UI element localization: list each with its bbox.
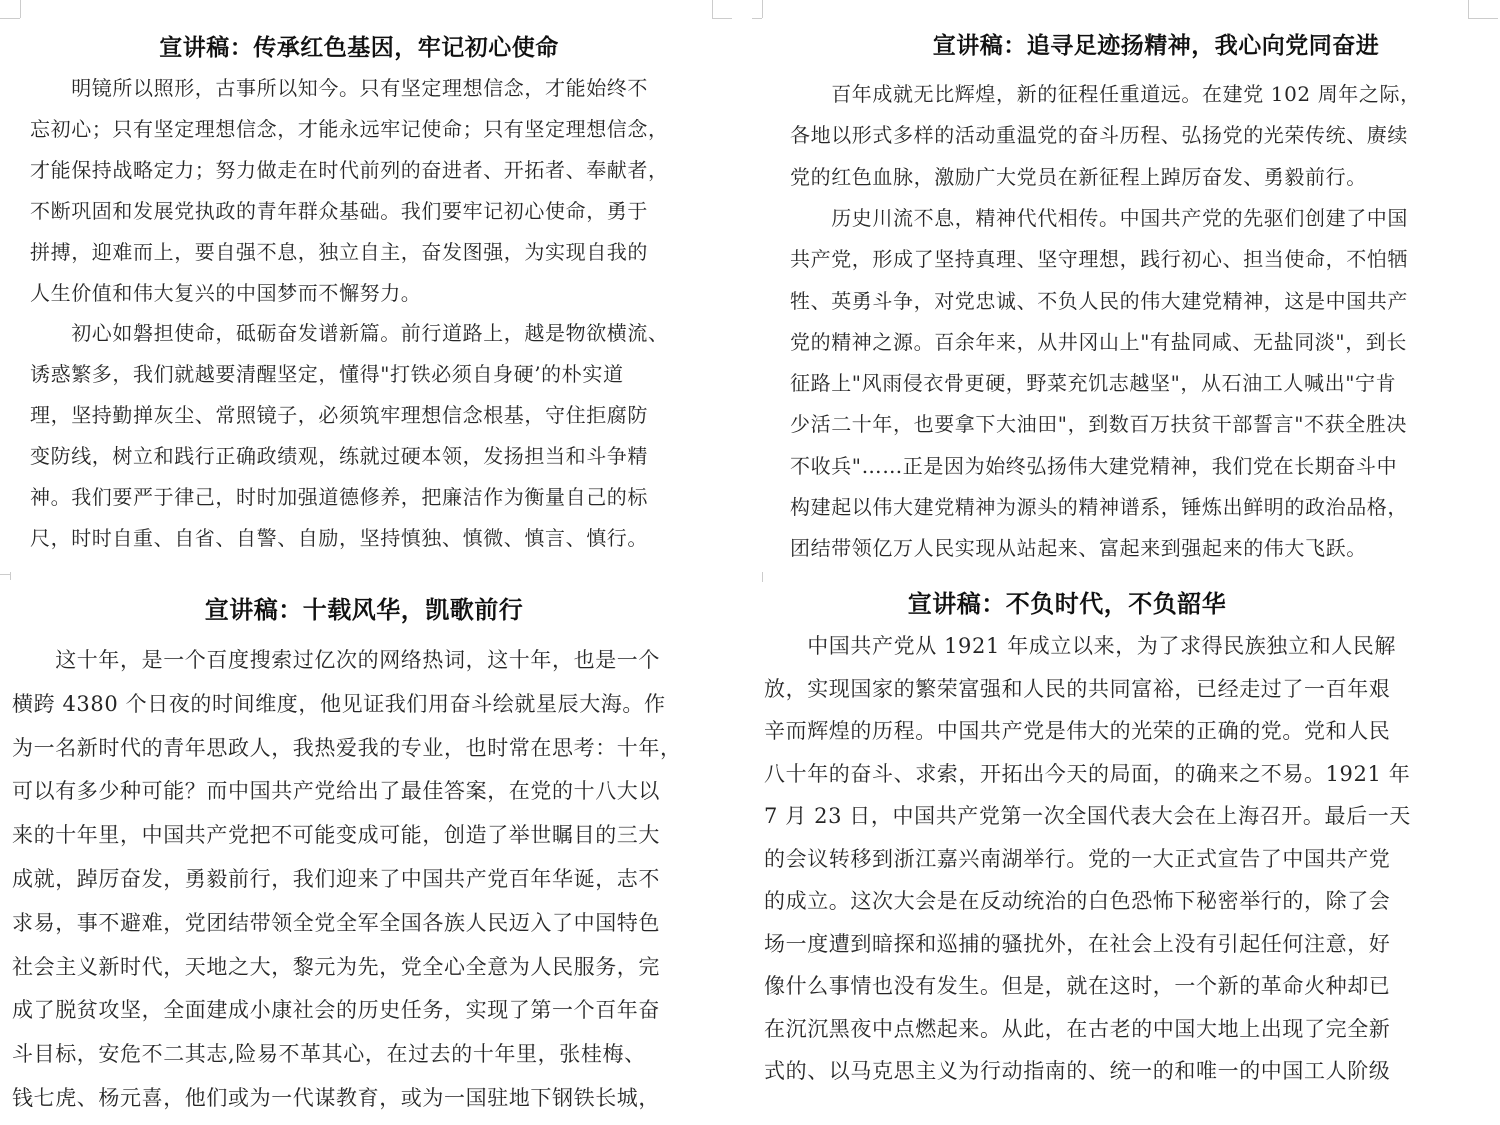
body-text-line: 历史川流不息，精神代代相传。中国共产党的先驱们创建了中国: [790, 205, 1408, 230]
body-text-line: 在沉沉黑夜中点燃起来。从此，在古老的中国大地上出现了完全新: [764, 1016, 1391, 1041]
body-text-line: 式的、以马克思主义为行动指南的、统一的和唯一的中国工人阶级: [764, 1059, 1391, 1083]
body-text-line: 不断巩固和发展党执政的青年群众基础。我们要牢记初心使命，勇于: [30, 198, 648, 223]
body-text-line: 场一度遭到暗探和巡捕的骚扰外，在社会上没有引起任何注意，好: [764, 931, 1391, 956]
body-text-line: 征路上"风雨侵衣骨更硬，野菜充饥志越坚"，从石油工人喊出"宁肯: [790, 371, 1397, 396]
body-text-line: 拼搏，迎难而上，要自强不息，独立自主，奋发图强，为实现自我的: [30, 239, 648, 264]
body-text-line: 成就，踔厉奋发，勇毅前行，我们迎来了中国共产党百年华诞，志不: [12, 867, 660, 891]
body-text-line: 神。我们要严于律己，时时加强道德修养，把廉洁作为衡量自己的标: [30, 485, 648, 509]
body-text-line: 来的十年里，中国共产党把不可能变成可能，创造了举世瞩目的三大: [12, 823, 660, 848]
page-title: 宣讲稿：十载风华，凯歌前行: [204, 595, 524, 624]
body-text-line: 才能保持战略定力；努力做走在时代前列的奋进者、开拓者、奉献者，: [30, 157, 669, 182]
body-text-line: 为一名新时代的青年思政人，我热爱我的专业，也时常在思考：十年，: [12, 735, 682, 760]
body-text-line: 牲、英勇斗争，对党忠诚、不负人民的伟大建党精神，这是中国共产: [790, 288, 1408, 313]
body-text-line: 少活二十年，也要拿下大油田"，到数百万扶贫干部誓言"不获全胜决: [790, 412, 1407, 437]
document-panel-3: [0, 572, 748, 1125]
body-text-line: 党的精神之源。百余年来，从井冈山上"有盐同咸、无盐同淡"，到长: [790, 329, 1407, 354]
page-title: 宣讲稿：不负时代，不负韶华: [907, 589, 1227, 618]
body-text-line: 斗目标，安危不二其志,险易不革其心，在过去的十年里，张桂梅、: [12, 1042, 646, 1067]
body-text-line: 变防线，树立和践行正确政绩观，练就过硬本领，发扬担当和斗争精: [30, 444, 648, 469]
body-text-line: 初心如磐担使命，砥砺奋发谱新篇。前行道路上，越是物欲横流、: [30, 321, 669, 346]
body-text-line: 八十年的奋斗、求索，开拓出今天的局面，的确来之不易。1921 年: [764, 761, 1411, 786]
body-text-line: 求易，事不避难，党团结带领全党全军全国各族人民迈入了中国特色: [12, 910, 660, 935]
body-text-line: 各地以形式多样的活动重温党的奋斗历程、弘扬党的光荣传统、赓续: [790, 123, 1408, 148]
document-panel-1: [0, 0, 748, 568]
body-text-line: 构建起以伟大建党精神为源头的精神谱系，锤炼出鲜明的政治品格，: [790, 495, 1408, 519]
body-text-line: 7 月 23 日，中国共产党第一次全国代表大会在上海召开。最后一天: [764, 804, 1411, 828]
body-text-line: 人生价值和伟大复兴的中国梦而不懈努力。: [30, 280, 422, 305]
body-text-line: 不收兵"……正是因为始终弘扬伟大建党精神，我们党在长期奋斗中: [790, 453, 1398, 478]
page-title: 宣讲稿：传承红色基因，牢记初心使命: [159, 34, 559, 61]
body-text-line: 中国共产党从 1921 年成立以来，为了求得民族独立和人民解: [764, 634, 1396, 658]
body-text-line: 钱七虎、杨元喜，他们或为一代谋教育，或为一国驻地下钢铁长城，: [12, 1086, 660, 1110]
body-text-line: 社会主义新时代，天地之大，黎元为先，党全心全意为人民服务，完: [12, 954, 660, 979]
body-text-line: 百年成就无比辉煌，新的征程任重道远。在建党 102 周年之际，: [790, 82, 1421, 106]
body-text-line: 共产党，形成了坚持真理、坚守理想，践行初心、担当使命，不怕牺: [790, 247, 1408, 272]
body-text-line: 的成立。这次大会是在反动统治的白色恐怖下秘密举行的，除了会: [764, 889, 1391, 913]
document-panel-2: [752, 0, 1500, 568]
body-text-line: 像什么事情也没有发生。但是，就在这时，一个新的革命火种却已: [764, 974, 1391, 998]
body-text-line: 尺，时时自重、自省、自警、自励，坚持慎独、慎微、慎言、慎行。: [30, 525, 648, 550]
body-text-line: 放，实现国家的繁荣富强和人民的共同富裕，已经走过了一百年艰: [764, 676, 1391, 701]
body-text-line: 成了脱贫攻坚，全面建成小康社会的历史任务，实现了第一个百年奋: [12, 998, 660, 1023]
document-panel-4: [752, 572, 1500, 1125]
body-text-line: 团结带领亿万人民实现从站起来、富起来到强起来的伟大飞跃。: [790, 536, 1367, 561]
body-text-line: 理，坚持勤掸灰尘、常照镜子，必须筑牢理想信念根基，守住拒腐防: [30, 403, 648, 428]
body-text-line: 党的红色血脉，激励广大党员在新征程上踔厉奋发、勇毅前行。: [790, 164, 1367, 189]
page-title: 宣讲稿：追寻足迹扬精神，我心向党同奋进: [932, 32, 1380, 59]
body-text-line: 辛而辉煌的历程。中国共产党是伟大的光荣的正确的党。党和人民: [764, 719, 1391, 743]
body-text-line: 这十年，是一个百度搜索过亿次的网络热词，这十年，也是一个: [12, 648, 660, 672]
body-text-line: 的会议转移到浙江嘉兴南湖举行。党的一大正式宣告了中国共产党: [764, 846, 1391, 871]
body-text-line: 忘初心；只有坚定理想信念，才能永远牢记使命；只有坚定理想信念，: [30, 116, 669, 141]
body-text-line: 可以有多少种可能？而中国共产党给出了最佳答案，在党的十八大以: [12, 779, 660, 804]
body-text-line: 诱惑繁多，我们就越要清醒坚定，懂得"打铁必须自身硬’的朴实道: [30, 362, 624, 387]
body-text-line: 明镜所以照形，古事所以知今。只有坚定理想信念，才能始终不: [30, 76, 648, 100]
body-text-line: 横跨 4380 个日夜的时间维度，他见证我们用奋斗绘就星辰大海。作: [12, 691, 666, 716]
